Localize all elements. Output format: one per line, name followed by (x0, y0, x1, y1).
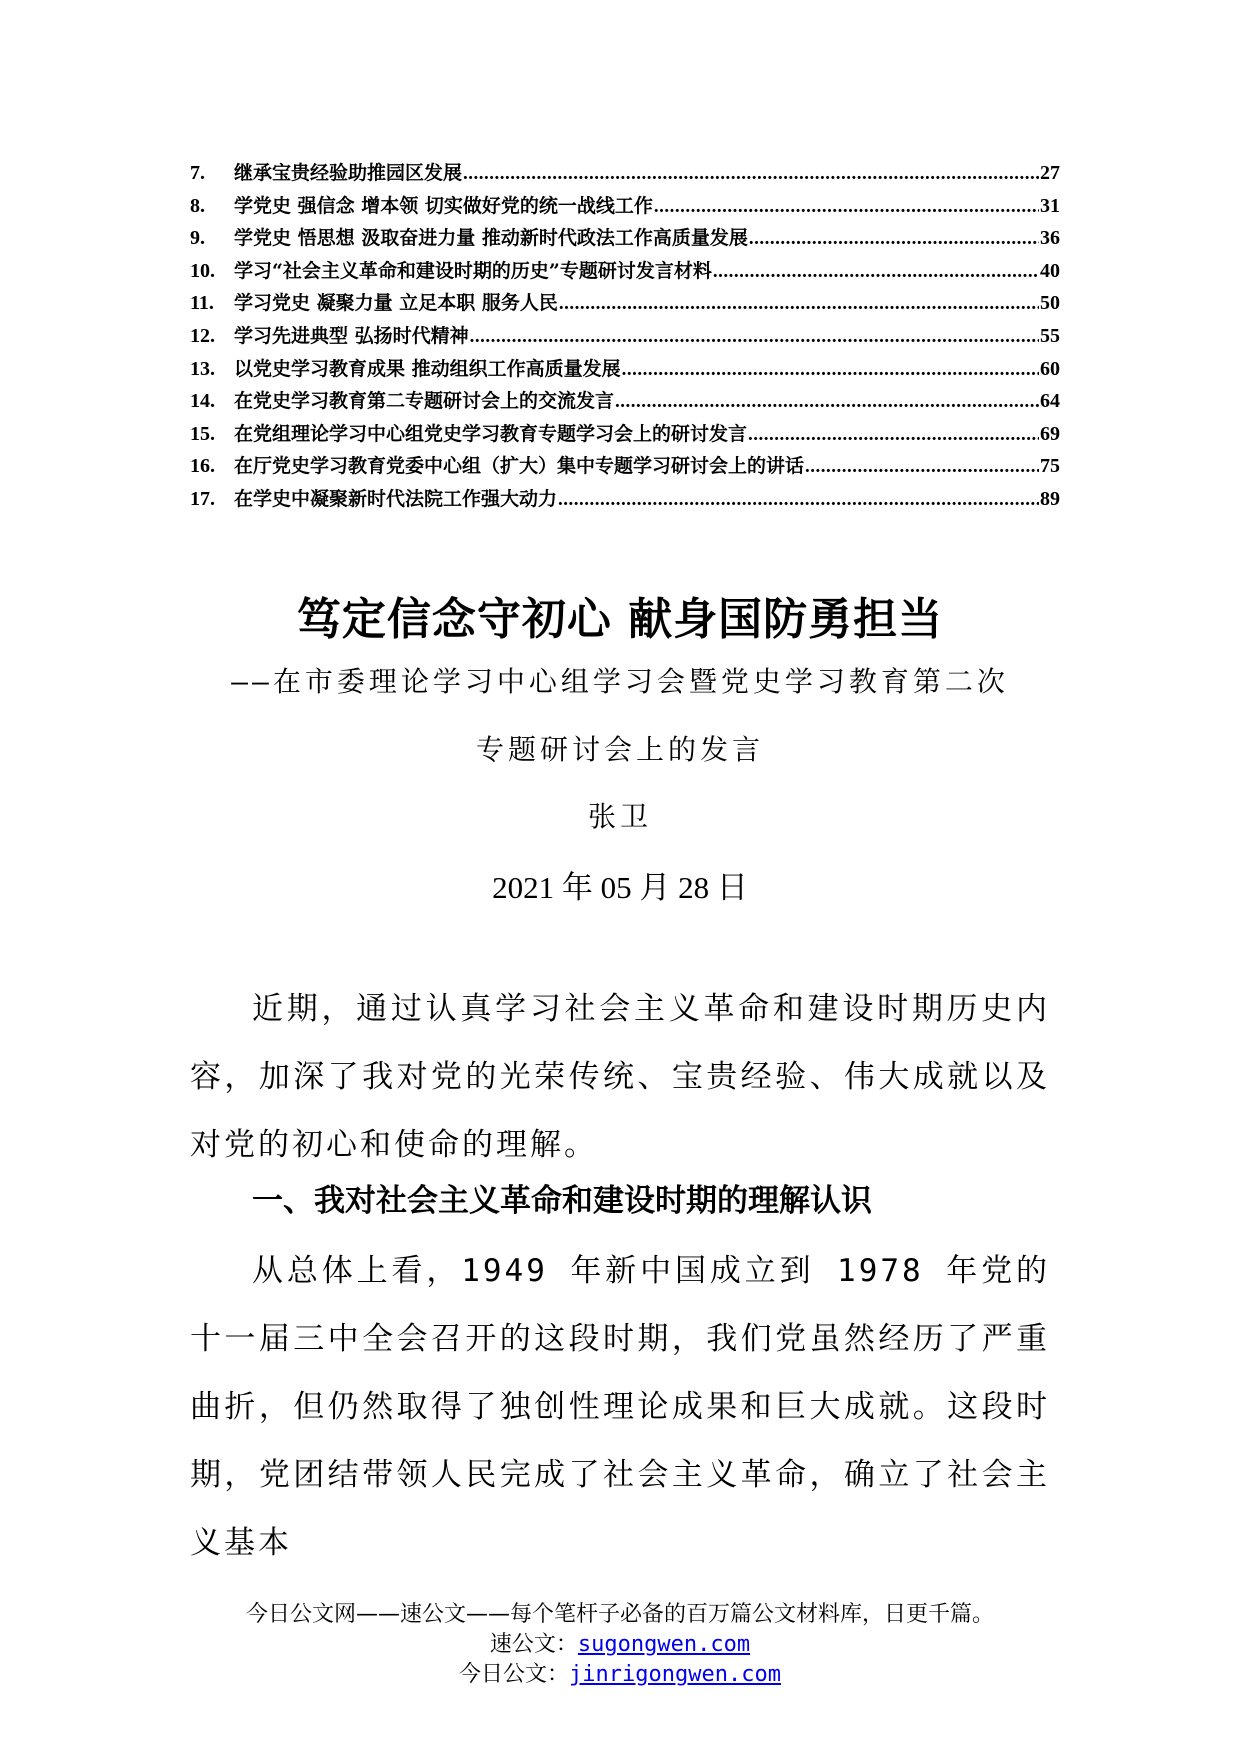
toc-entry-page: 64 (1040, 390, 1060, 413)
footer-jinrigongwen-label: 今日公文： (459, 1662, 570, 1687)
toc-leader-dots (622, 359, 1039, 381)
toc-entry[interactable] (190, 158, 1060, 191)
toc-entry[interactable] (190, 484, 1060, 517)
toc-leader-dots (559, 293, 1039, 315)
toc-entry-title: 在学史中凝聚新时代法院工作强大动力 (234, 487, 558, 510)
sugongwen-link[interactable]: sugongwen.com (577, 1632, 751, 1657)
toc-leader-dots (805, 456, 1039, 478)
toc-entry-page: 75 (1040, 455, 1060, 478)
footer-jinrigongwen-line (0, 1660, 1240, 1690)
body-paragraph: 近期，通过认真学习社会主义革命和建设时期历史内容，加深了我对党的光荣传统、宝贵经验、伟大成就以及对党的初心和使命的理解。 (190, 991, 1050, 1163)
article-date: 2021 年 05 月 28 日 (492, 870, 748, 905)
toc-leader-dots (615, 391, 1039, 413)
toc-entry[interactable] (190, 288, 1060, 321)
toc-entry-number: 13. (190, 357, 215, 380)
toc-entry-title: 在党史学习教育第二专题研讨会上的交流发言 (234, 390, 615, 413)
table-of-contents (190, 158, 1060, 517)
toc-leader-dots (654, 196, 1039, 218)
toc-entry[interactable] (190, 354, 1060, 387)
toc-entry[interactable] (190, 321, 1060, 354)
toc-entry-page: 69 (1040, 422, 1060, 445)
article-author: 张卫 (587, 800, 652, 833)
footer-sugongwen-line (0, 1630, 1240, 1660)
toc-entry-title: 学党史 强信念 增本领 切实做好党的统一战线工作 (234, 194, 653, 217)
toc-entry-number: 14. (190, 390, 215, 413)
footer-sugongwen-label: 速公文： (489, 1632, 578, 1657)
toc-entry[interactable] (190, 386, 1060, 419)
toc-leader-dots (748, 424, 1039, 446)
toc-entry-number: 17. (190, 487, 215, 510)
toc-entry-page: 55 (1040, 324, 1060, 347)
toc-entry-number: 7. (190, 162, 205, 184)
toc-entry-page: 40 (1040, 259, 1060, 282)
article-subtitle-line2: 专题研讨会上的发言 (475, 733, 764, 766)
toc-entry-title: 以党史学习教育成果 推动组织工作高质量发展 (234, 357, 621, 380)
toc-entry-number: 8. (190, 194, 205, 217)
toc-leader-dots (463, 163, 1039, 185)
toc-entry[interactable] (190, 256, 1060, 289)
footer-tagline: 今日公文网——速公文——每个笔杆子必备的百万篇公文材料库，日更千篇。 (245, 1602, 994, 1627)
body-paragraph: 从总体上看，1949 年新中国成立到 1978 年党的十一届三中全会召开的这段时期，我们党虽然经历了严重曲折，但仍然取得了独创性理论成果和巨大成就。这段时期，党团结带领人民完成了社会主义革命，确立了社会主义基本 (190, 1253, 1050, 1561)
toc-entry[interactable] (190, 419, 1060, 452)
article-title: 笃定信念守初心 献身国防勇担当 (296, 594, 944, 645)
toc-entry-page: 27 (1040, 162, 1060, 184)
toc-entry[interactable] (190, 191, 1060, 224)
toc-entry-number: 15. (190, 422, 215, 445)
toc-entry[interactable] (190, 451, 1060, 484)
toc-entry-number: 10. (190, 259, 215, 282)
toc-entry-page: 36 (1040, 227, 1060, 250)
toc-entry-title: 继承宝贵经验助推园区发展 (234, 162, 463, 184)
toc-entry-title: 学党史 悟思想 汲取奋进力量 推动新时代政法工作高质量发展 (234, 227, 748, 250)
jinrigongwen-link[interactable]: jinrigongwen.com (569, 1662, 781, 1687)
toc-entry-page: 31 (1040, 194, 1060, 217)
toc-entry[interactable] (190, 223, 1060, 256)
toc-leader-dots (749, 228, 1039, 250)
toc-entry-page: 60 (1040, 357, 1060, 380)
toc-entry-number: 16. (190, 455, 215, 478)
toc-entry-title: 学习先进典型 弘扬时代精神 (234, 324, 469, 347)
toc-entry-title: 在厅党史学习教育党委中心组（扩大）集中专题学习研讨会上的讲话 (234, 455, 805, 478)
toc-leader-dots (713, 261, 1039, 283)
toc-entry-page: 50 (1040, 292, 1060, 315)
toc-entry-number: 9. (190, 227, 205, 250)
toc-entry-title: 在党组理论学习中心组党史学习教育专题学习会上的研讨发言 (234, 422, 748, 445)
section-heading: 一、我对社会主义革命和建设时期的理解认识 (252, 1183, 872, 1219)
toc-entry-title: 学习党史 凝聚力量 立足本职 服务人民 (234, 292, 558, 315)
toc-entry-title: 学习“社会主义革命和建设时期的历史”专题研讨发言材料 (234, 259, 712, 282)
article-subtitle-line1: ——在市委理论学习中心组学习会暨党史学习教育第二次 (231, 665, 1009, 698)
toc-leader-dots (470, 326, 1039, 348)
toc-entry-page: 89 (1040, 487, 1060, 510)
toc-entry-number: 11. (190, 292, 214, 315)
toc-leader-dots (558, 489, 1039, 511)
toc-entry-number: 12. (190, 324, 215, 347)
